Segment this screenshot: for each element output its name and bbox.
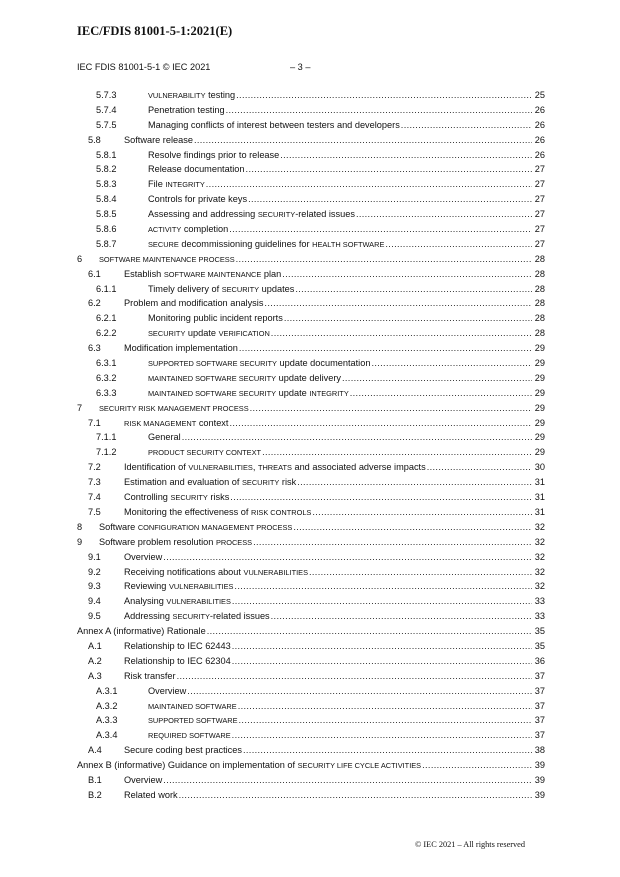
toc-entry-number: 5.8: [88, 134, 101, 145]
toc-entry-title: SUPPORTED SOFTWARE SECURITY update documentation: [148, 358, 371, 369]
toc-entry-number: 6.3.1: [96, 358, 117, 369]
toc-entry-title: MAINTAINED SOFTWARE: [148, 701, 237, 711]
toc-entry-title: Risk transfer: [124, 670, 176, 681]
toc-entry-page: 30: [534, 462, 545, 473]
toc-entry[interactable]: [77, 430, 545, 445]
toc-entry-title: Annex A (informative) Rationale: [77, 626, 206, 637]
dot-leader: [228, 222, 532, 238]
dot-leader: [181, 430, 532, 445]
toc-entry[interactable]: [77, 133, 545, 148]
toc-entry-number: 9.3: [88, 581, 101, 592]
toc-entry-title: Reviewing VULNERABILITIES: [124, 581, 234, 592]
toc-entry-number: 7.5: [88, 506, 101, 517]
dot-leader: [426, 460, 532, 476]
toc-entry-title: Establish SOFTWARE MAINTENANCE plan: [124, 268, 282, 279]
toc-entry-page: 25: [534, 90, 545, 100]
toc-entry-number: B.2: [88, 789, 102, 800]
toc-entry-number: 5.8.3: [96, 179, 117, 190]
toc-entry-title: Monitoring the effectiveness of RISK CONTROLS: [124, 506, 312, 517]
toc-entry-page: 26: [534, 149, 545, 160]
dot-leader: [311, 505, 532, 521]
toc-entry-page: 31: [534, 506, 545, 517]
toc-entry[interactable]: [77, 237, 545, 252]
toc-entry[interactable]: [77, 728, 545, 743]
dot-leader: [193, 133, 532, 148]
toc-entry[interactable]: [77, 550, 545, 565]
toc-entry-number: A.2: [88, 655, 102, 666]
toc-entry[interactable]: [77, 162, 545, 177]
toc-entry-title: Receiving notifications about VULNERABILITIES: [124, 566, 308, 577]
toc-entry-page: 29: [534, 447, 545, 458]
toc-entry-page: 32: [534, 551, 545, 562]
toc-entry[interactable]: [77, 624, 545, 639]
toc-entry[interactable]: [77, 252, 545, 267]
toc-entry-title: SECURITY RISK MANAGEMENT PROCESS: [99, 403, 249, 413]
dot-leader: [384, 237, 532, 253]
toc-entry-page: 26: [534, 134, 545, 145]
toc-entry-title: Addressing SECURITY-related issues: [124, 611, 270, 622]
toc-entry-title: SUPPORTED SOFTWARE: [148, 716, 238, 726]
dot-leader: [225, 103, 532, 118]
toc-entry-title: File INTEGRITY: [148, 179, 205, 190]
dot-leader: [162, 773, 532, 788]
toc-entry-number: 6.3.2: [96, 372, 117, 383]
dot-leader: [249, 401, 532, 417]
running-header-left: IEC FDIS 81001-5-1 © IEC 2021: [77, 62, 211, 72]
toc-entry-page: 35: [534, 626, 545, 637]
toc-entry-title: ACTIVITY completion: [148, 224, 229, 235]
toc-entry-number: A.3.4: [96, 730, 118, 741]
toc-entry-number: 6.1.1: [96, 283, 117, 294]
dot-leader: [270, 609, 532, 625]
toc-entry-page: 27: [534, 209, 545, 220]
toc-entry[interactable]: [77, 192, 545, 207]
toc-entry-title: MAINTAINED SOFTWARE SECURITY update INTEGRITY: [148, 387, 349, 398]
toc-entry-title: SECURE decommissioning guidelines for HEALTH SOFTWARE: [148, 238, 385, 249]
dot-leader: [231, 594, 532, 610]
toc-entry-number: 8: [77, 521, 83, 532]
toc-entry-title: General: [148, 432, 181, 443]
toc-entry-page: 35: [534, 640, 545, 651]
dot-leader: [231, 728, 532, 744]
dot-leader: [231, 639, 532, 654]
toc-entry[interactable]: [77, 773, 545, 788]
document-id: IEC/FDIS 81001-5-1:2021(E): [77, 24, 233, 38]
toc-entry-title: MAINTAINED SOFTWARE SECURITY update delivery: [148, 372, 341, 383]
toc-entry-page: 28: [534, 253, 545, 264]
toc-entry-page: 27: [534, 194, 545, 205]
dot-leader: [308, 565, 532, 581]
toc-entry-number: A.3.3: [96, 715, 118, 726]
toc-entry-number: 9.2: [88, 566, 101, 577]
toc-entry-title: Overview: [124, 551, 163, 562]
toc-entry-title: Modification implementation: [124, 343, 238, 354]
dot-leader: [296, 475, 532, 491]
toc-entry-title: Overview: [148, 685, 187, 696]
toc-entry-number: 7.2: [88, 462, 101, 473]
toc-entry[interactable]: [77, 535, 545, 550]
toc-entry-number: 6.3: [88, 343, 101, 354]
toc-entry-title: SOFTWARE MAINTENANCE PROCESS: [99, 254, 235, 264]
dot-leader: [229, 490, 532, 506]
toc-entry-page: 37: [534, 670, 545, 681]
dot-leader: [237, 699, 532, 715]
dot-leader: [235, 252, 532, 268]
toc-entry-title: Managing conflicts of interest between testers and developers: [148, 119, 400, 130]
toc-entry-number: 9: [77, 536, 83, 547]
toc-entry[interactable]: [77, 743, 545, 758]
toc-entry[interactable]: [77, 371, 545, 386]
dot-leader: [261, 445, 532, 461]
toc-entry-number: 6.2.1: [96, 313, 117, 324]
toc-entry-number: 6: [77, 253, 83, 264]
toc-entry-page: 32: [534, 581, 545, 592]
toc-entry-number: 7.1.1: [96, 432, 117, 443]
toc-entry-number: 5.8.1: [96, 149, 117, 160]
toc-entry[interactable]: [77, 475, 545, 490]
toc-entry-title: Assessing and addressing SECURITY-related issues: [148, 209, 355, 220]
dot-leader: [233, 579, 532, 595]
toc-entry[interactable]: [77, 356, 545, 371]
toc-entry-page: 29: [534, 343, 545, 354]
toc-entry-number: 7.1.2: [96, 447, 117, 458]
toc-entry-title: Controlling SECURITY risks: [124, 492, 230, 503]
toc-entry-title: Software problem resolution PROCESS: [99, 536, 253, 547]
toc-entry-page: 38: [534, 745, 545, 756]
dot-leader: [270, 326, 532, 342]
toc-entry[interactable]: [77, 520, 545, 535]
toc-entry-number: 5.7.4: [96, 104, 117, 115]
table-of-contents: [77, 88, 545, 803]
toc-entry-title: Secure coding best practices: [124, 745, 242, 756]
dot-leader: [247, 192, 532, 207]
toc-entry-number: 7: [77, 402, 83, 413]
dot-leader: [238, 341, 532, 356]
toc-entry-number: 6.3.3: [96, 387, 117, 398]
toc-entry-page: 39: [534, 760, 545, 771]
toc-entry-page: 32: [534, 521, 545, 532]
dot-leader: [421, 758, 532, 774]
toc-entry-title: Problem and modification analysis: [124, 298, 264, 309]
toc-entry-number: A.4: [88, 745, 102, 756]
toc-entry-page: 29: [534, 432, 545, 443]
toc-entry-title: SECURITY update VERIFICATION: [148, 328, 270, 339]
toc-entry[interactable]: [77, 699, 545, 714]
toc-entry-page: 29: [534, 402, 545, 413]
dot-leader: [206, 624, 532, 639]
toc-entry-page: 26: [534, 119, 545, 130]
toc-entry[interactable]: [77, 401, 545, 416]
toc-entry-title: Resolve findings prior to release: [148, 149, 280, 160]
toc-entry-title: Penetration testing: [148, 104, 225, 115]
dot-leader: [349, 386, 532, 402]
toc-entry-page: 29: [534, 372, 545, 383]
toc-entry[interactable]: [77, 654, 545, 669]
dot-leader: [176, 669, 532, 684]
toc-entry-page: 39: [534, 789, 545, 800]
toc-entry[interactable]: [77, 490, 545, 505]
dot-leader: [186, 684, 532, 699]
toc-entry-page: 27: [534, 164, 545, 175]
toc-entry-title: VULNERABILITY testing: [148, 90, 236, 100]
toc-entry-number: 6.2: [88, 298, 101, 309]
toc-entry-page: 28: [534, 313, 545, 324]
toc-entry[interactable]: [77, 788, 545, 803]
toc-entry[interactable]: [77, 341, 545, 356]
dot-leader: [228, 416, 532, 432]
toc-entry-page: 27: [534, 238, 545, 249]
toc-entry-page: 33: [534, 611, 545, 622]
toc-entry[interactable]: [77, 594, 545, 609]
dot-leader: [205, 177, 532, 193]
toc-entry-page: 32: [534, 536, 545, 547]
toc-entry-number: 9.5: [88, 611, 101, 622]
toc-entry-page: 29: [534, 358, 545, 369]
toc-entry[interactable]: [77, 684, 545, 699]
toc-entry-title: RISK MANAGEMENT context: [124, 417, 229, 428]
toc-entry[interactable]: [77, 579, 545, 594]
dot-leader: [283, 311, 532, 326]
running-header: [77, 62, 547, 72]
dot-leader: [294, 282, 532, 298]
toc-entry-page: 33: [534, 596, 545, 607]
toc-entry-number: A.1: [88, 640, 102, 651]
dot-leader: [252, 535, 532, 551]
dot-leader: [281, 267, 532, 283]
toc-entry-page: 32: [534, 566, 545, 577]
toc-entry-page: 37: [534, 715, 545, 726]
toc-entry[interactable]: [77, 148, 545, 163]
toc-entry[interactable]: [77, 282, 545, 297]
toc-entry[interactable]: [77, 326, 545, 341]
toc-entry-number: 7.4: [88, 492, 101, 503]
toc-entry[interactable]: [77, 222, 545, 237]
toc-entry-title: Release documentation: [148, 164, 245, 175]
page-number: – 3 –: [290, 62, 311, 72]
toc-entry-number: 7.3: [88, 477, 101, 488]
toc-entry-title: Related work: [124, 789, 178, 800]
dot-leader: [245, 162, 532, 177]
toc-entry-page: 28: [534, 328, 545, 339]
dot-leader: [242, 743, 532, 758]
toc-entry-number: A.3.1: [96, 685, 118, 696]
toc-entry-number: 9.1: [88, 551, 101, 562]
toc-entry-page: 27: [534, 179, 545, 190]
toc-entry-page: 37: [534, 730, 545, 741]
dot-leader: [238, 713, 532, 729]
toc-entry-page: 36: [534, 655, 545, 666]
toc-entry-page: 31: [534, 477, 545, 488]
toc-entry[interactable]: [77, 267, 545, 282]
toc-entry[interactable]: [77, 565, 545, 580]
toc-entry-page: 28: [534, 283, 545, 294]
dot-leader: [279, 148, 532, 163]
toc-entry[interactable]: [77, 609, 545, 624]
toc-entry[interactable]: [77, 311, 545, 326]
toc-entry-page: 27: [534, 224, 545, 235]
dot-leader: [370, 356, 532, 372]
toc-entry[interactable]: [77, 118, 545, 133]
toc-entry-title: Relationship to IEC 62304: [124, 655, 231, 666]
toc-entry-number: 5.8.2: [96, 164, 117, 175]
toc-entry[interactable]: [77, 88, 545, 103]
toc-entry-title: Relationship to IEC 62443: [124, 640, 231, 651]
toc-entry-title: REQUIRED SOFTWARE: [148, 731, 231, 741]
toc-entry[interactable]: [77, 460, 545, 475]
dot-leader: [231, 654, 532, 669]
toc-entry-title: Analysing VULNERABILITIES: [124, 596, 231, 607]
toc-entry-title: Annex B (informative) Guidance on implementation of SECURITY LIFE CYCLE ACTIVITIES: [77, 760, 422, 771]
toc-entry[interactable]: [77, 296, 545, 311]
toc-entry-title: Identification of VULNERABILITIES, THREATS and associated adverse impacts: [124, 462, 426, 473]
dot-leader: [178, 788, 532, 803]
toc-entry[interactable]: [77, 758, 545, 773]
toc-entry[interactable]: [77, 207, 545, 222]
toc-entry-number: 5.8.4: [96, 194, 117, 205]
toc-entry-number: B.1: [88, 774, 102, 785]
toc-entry-number: A.3: [88, 670, 102, 681]
toc-entry-number: 5.7.5: [96, 119, 117, 130]
toc-entry-number: 5.8.7: [96, 238, 117, 249]
toc-entry[interactable]: [77, 713, 545, 728]
dot-leader: [355, 207, 532, 223]
toc-entry[interactable]: [77, 669, 545, 684]
toc-entry[interactable]: [77, 103, 545, 118]
toc-entry-number: 7.1: [88, 417, 101, 428]
toc-entry[interactable]: [77, 177, 545, 192]
toc-entry[interactable]: [77, 505, 545, 520]
toc-entry-number: 6.1: [88, 268, 101, 279]
dot-leader: [162, 550, 532, 565]
toc-entry-title: Timely delivery of SECURITY updates: [148, 283, 295, 294]
toc-entry-number: 9.4: [88, 596, 101, 607]
dot-leader: [292, 520, 532, 536]
toc-entry-title: Software CONFIGURATION MANAGEMENT PROCESS: [99, 521, 293, 532]
dot-leader: [235, 88, 532, 104]
toc-entry-page: 29: [534, 417, 545, 428]
toc-entry-title: Software release: [124, 134, 193, 145]
toc-entry-title: Monitoring public incident reports: [148, 313, 283, 324]
toc-entry-title: Estimation and evaluation of SECURITY risk: [124, 477, 297, 488]
toc-entry-page: 26: [534, 104, 545, 115]
toc-entry-number: A.3.2: [96, 700, 118, 711]
toc-entry[interactable]: [77, 386, 545, 401]
toc-entry-title: Overview: [124, 774, 163, 785]
toc-entry-number: 6.2.2: [96, 328, 117, 339]
dot-leader: [341, 371, 532, 387]
toc-entry-page: 28: [534, 298, 545, 309]
toc-entry-page: 29: [534, 387, 545, 398]
toc-entry-page: 37: [534, 685, 545, 696]
toc-entry-title: PRODUCT SECURITY CONTEXT: [148, 448, 262, 458]
toc-entry-number: 5.7.3: [96, 90, 117, 100]
dot-leader: [263, 296, 532, 311]
copyright-notice: © IEC 2021 – All rights reserved: [415, 840, 525, 849]
toc-entry[interactable]: [77, 445, 545, 460]
toc-entry-page: 31: [534, 492, 545, 503]
toc-entry-page: 37: [534, 700, 545, 711]
toc-entry-page: 28: [534, 268, 545, 279]
toc-entry-number: 5.8.6: [96, 224, 117, 235]
toc-entry[interactable]: [77, 639, 545, 654]
toc-entry[interactable]: [77, 416, 545, 431]
toc-entry-number: 5.8.5: [96, 209, 117, 220]
toc-entry-title: Controls for private keys: [148, 194, 248, 205]
dot-leader: [400, 118, 532, 133]
toc-entry-page: 39: [534, 774, 545, 785]
